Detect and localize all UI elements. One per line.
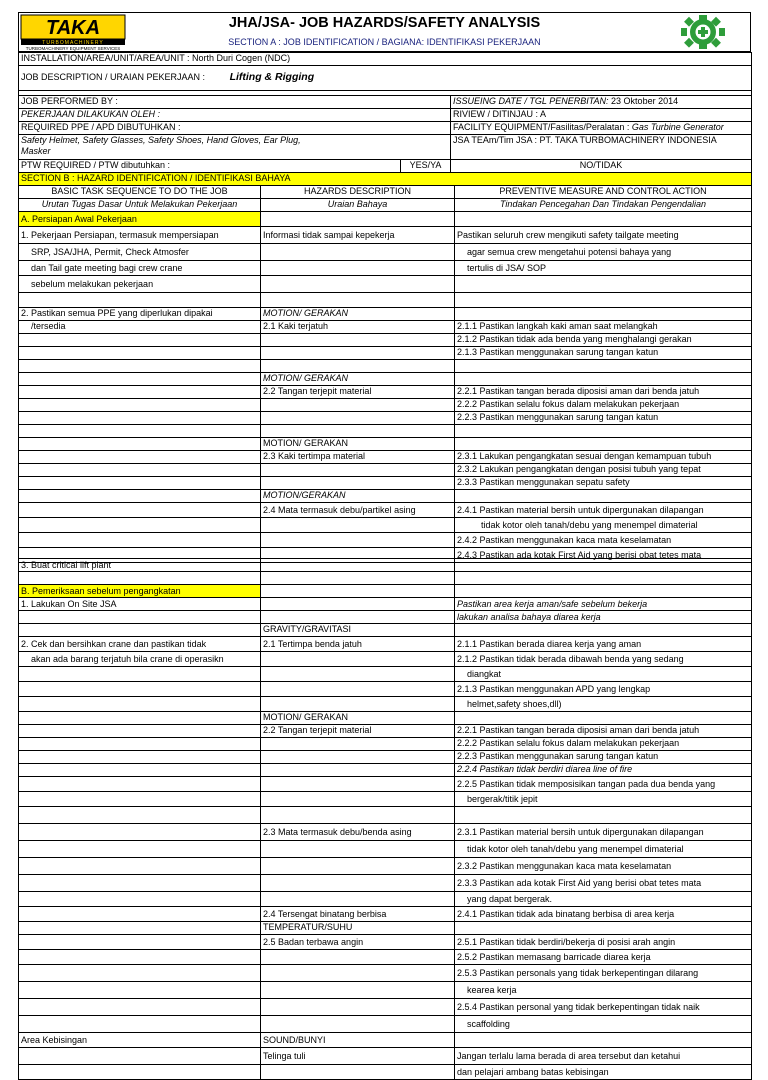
control-cell — [455, 624, 752, 637]
task-cell — [19, 624, 261, 637]
svg-text:TAKA: TAKA — [45, 17, 101, 39]
control-cell: 2.2.2 Pastikan selalu fokus dalam melakukan pekerjaan — [455, 399, 752, 412]
hazard-cell — [261, 738, 455, 751]
hazard-cell — [261, 751, 455, 764]
col-control-header-id: Tindakan Pencegahan Dan Tindakan Pengendalian — [455, 199, 752, 212]
hazard-cell: 2.1 Kaki terjatuh — [261, 321, 455, 334]
table-row — [19, 1016, 752, 1033]
table-row — [19, 792, 752, 807]
task-cell — [19, 611, 261, 624]
col-task-header-id: Urutan Tugas Dasar Untuk Melakukan Pekerjaan — [19, 199, 261, 212]
hazard-cell — [261, 777, 455, 792]
task-cell — [19, 712, 261, 725]
col-task-header: BASIC TASK SEQUENCE TO DO THE JOB — [19, 186, 261, 199]
task-cell: /tersedia — [19, 321, 261, 334]
control-cell — [455, 212, 752, 227]
control-cell: bergerak/titik jepit — [455, 792, 752, 807]
control-cell: 2.1.2 Pastikan tidak ada benda yang menghalangi gerakan — [455, 334, 752, 347]
hazard-cell: 2.5 Badan terbawa angin — [261, 935, 455, 950]
task-cell — [19, 438, 261, 451]
table-row — [19, 807, 752, 824]
task-cell — [19, 386, 261, 399]
control-cell — [455, 922, 752, 935]
control-cell: 2.1.2 Pastikan tidak berada dibawah benda yang sedang — [455, 652, 752, 667]
ptw-label: PTW REQUIRED / PTW dibutuhkan : — [19, 160, 401, 173]
hazard-cell — [261, 360, 455, 373]
hazard-cell: Informasi tidak sampai kepekerja — [261, 227, 455, 244]
control-cell — [455, 293, 752, 308]
control-cell: 2.3.2 Pastikan menggunakan kaca mata keselamatan — [455, 858, 752, 875]
hazard-cell — [261, 652, 455, 667]
task-cell: akan ada barang terjatuh bila crane di operasikn — [19, 652, 261, 667]
table-row — [19, 518, 752, 533]
hazard-cell — [261, 464, 455, 477]
control-cell — [455, 585, 752, 598]
control-cell — [455, 360, 752, 373]
review-label: RIVIEW / DITINJAU : A — [451, 109, 752, 122]
task-cell: 1. Pekerjaan Persiapan, termasuk mempersiapan — [19, 227, 261, 244]
control-cell: 2.3.2 Lakukan pengangkatan dengan posisi tubuh yang tepat — [455, 464, 752, 477]
section-a-title: SECTION A : JOB IDENTIFICATION / BAGIANA: IDENTIFIKASI PEKERJAAN — [228, 37, 541, 47]
task-cell — [19, 892, 261, 907]
table-row — [19, 334, 752, 347]
control-cell: 2.3.3 Pastikan ada kotak First Aid yang berisi obat tetes mata — [455, 875, 752, 892]
task-cell: sebelum melakukan pekerjaan — [19, 276, 261, 293]
table-row — [19, 212, 752, 227]
control-cell: 2.1.1 Pastikan berada diarea kerja yang aman — [455, 637, 752, 652]
control-cell — [455, 572, 752, 585]
table-row — [19, 637, 752, 652]
table-row — [19, 1033, 752, 1048]
hazard-cell — [261, 477, 455, 490]
task-cell — [19, 293, 261, 308]
safety-gear-icon — [669, 15, 737, 49]
task-cell: SRP, JSA/JHA, Permit, Check Atmosfer — [19, 244, 261, 261]
control-cell: 2.3.3 Pastikan menggunakan sepatu safety — [455, 477, 752, 490]
control-cell: 2.5.4 Pastikan personal yang tidak berkepentingan tidak naik — [455, 999, 752, 1016]
svg-text:TURBOMACHINERY EQUIPMENT SERVI: TURBOMACHINERY EQUIPMENT SERVICES — [25, 46, 121, 51]
document-title: JHA/JSA- JOB HAZARDS/SAFETY ANALYSIS — [228, 15, 541, 31]
col-hazard-header-id: Uraian Bahaya — [261, 199, 455, 212]
task-cell — [19, 1048, 261, 1065]
table-row — [19, 572, 752, 585]
hazard-cell: 2.4 Mata termasuk debu/partikel asing — [261, 503, 455, 518]
hazard-cell — [261, 261, 455, 276]
table-row — [19, 965, 752, 982]
table-row — [19, 412, 752, 425]
hazard-cell — [261, 611, 455, 624]
task-cell — [19, 875, 261, 892]
table-row — [19, 824, 752, 841]
col-hazard-header: HAZARDS DESCRIPTION — [261, 186, 455, 199]
task-cell — [19, 824, 261, 841]
table-row — [19, 347, 752, 360]
table-row — [19, 276, 752, 293]
table-row — [19, 425, 752, 438]
control-cell: 2.2.5 Pastikan tidak memposisikan tangan pada dua benda yang — [455, 777, 752, 792]
control-cell: 2.4.3 Pastikan ada kotak First Aid yang berisi obat tetes mata — [455, 548, 752, 563]
hazard-cell: 2.1 Tertimpa benda jatuh — [261, 637, 455, 652]
hazard-cell: 2.2 Tangan terjepit material — [261, 386, 455, 399]
table-row — [19, 892, 752, 907]
ppe-value: Safety Helmet, Safety Glasses, Safety Shoes, Hand Gloves, Ear Plug, Masker — [19, 135, 451, 160]
hazard-cell: 2.2 Tangan terjepit material — [261, 725, 455, 738]
task-cell — [19, 682, 261, 697]
performed-by-id-label: PEKERJAAN DILAKUKAN OLEH : — [19, 109, 451, 122]
task-cell — [19, 922, 261, 935]
table-row — [19, 451, 752, 464]
table-row — [19, 697, 752, 712]
table-row — [19, 503, 752, 518]
hazard-cell — [261, 585, 455, 598]
hazard-cell: GRAVITY/GRAVITASI — [261, 624, 455, 637]
task-cell — [19, 425, 261, 438]
table-row — [19, 438, 752, 451]
hazard-cell: Telinga tuli — [261, 1048, 455, 1065]
task-cell: A. Persiapan Awal Pekerjaan — [19, 212, 261, 227]
table-row — [19, 777, 752, 792]
control-cell: 2.2.1 Pastikan tangan berada diposisi aman dari benda jatuh — [455, 386, 752, 399]
task-cell — [19, 477, 261, 490]
hazard-cell — [261, 1016, 455, 1033]
control-cell — [455, 712, 752, 725]
table-row — [19, 244, 752, 261]
task-cell — [19, 935, 261, 950]
task-cell — [19, 490, 261, 503]
hazard-cell — [261, 682, 455, 697]
table-row — [19, 464, 752, 477]
hazard-cell: MOTION/ GERAKAN — [261, 712, 455, 725]
hazard-cell — [261, 293, 455, 308]
hazard-cell — [261, 858, 455, 875]
hazard-cell — [261, 412, 455, 425]
control-cell — [455, 276, 752, 293]
hazard-cell — [261, 841, 455, 858]
task-cell — [19, 697, 261, 712]
task-cell — [19, 725, 261, 738]
hazard-cell — [261, 875, 455, 892]
task-cell — [19, 347, 261, 360]
table-row — [19, 227, 752, 244]
hazard-cell — [261, 965, 455, 982]
control-cell: 2.1.3 Pastikan menggunakan sarung tangan katun — [455, 347, 752, 360]
control-cell: 2.4.1 Pastikan tidak ada binatang berbisa di area kerja — [455, 907, 752, 922]
hazard-cell — [261, 792, 455, 807]
ppe-label: REQUIRED PPE / APD DIBUTUHKAN : — [19, 122, 451, 135]
table-row — [19, 751, 752, 764]
control-cell: 2.3.1 Pastikan material bersih untuk dipergunakan dilapangan — [455, 824, 752, 841]
hazard-cell — [261, 598, 455, 611]
hazard-cell — [261, 982, 455, 999]
control-cell: tidak kotor oleh tanah/debu yang menempel dimaterial — [455, 841, 752, 858]
ptw-no: NO/TIDAK — [451, 160, 752, 173]
task-cell — [19, 841, 261, 858]
task-cell — [19, 858, 261, 875]
task-cell — [19, 792, 261, 807]
task-cell: Area Kebisingan — [19, 1033, 261, 1048]
table-row — [19, 624, 752, 637]
hazard-cell — [261, 399, 455, 412]
control-cell: Pastikan seluruh crew mengikuti safety tailgate meeting — [455, 227, 752, 244]
hazard-cell — [261, 667, 455, 682]
job-description-row: JOB DESCRIPTION / URAIAN PEKERJAAN : Lifting & Rigging — [19, 66, 752, 91]
table-row — [19, 399, 752, 412]
table-row — [19, 611, 752, 624]
control-cell: agar semua crew mengetahui potensi bahaya yang — [455, 244, 752, 261]
hazard-cell: MOTION/ GERAKAN — [261, 438, 455, 451]
table-row — [19, 477, 752, 490]
task-cell — [19, 999, 261, 1016]
task-cell — [19, 533, 261, 548]
installation-row: INSTALLATION/AREA/UNIT/AREA/UNIT : North Duri Cogen (NDC) — [19, 53, 752, 66]
table-row — [19, 585, 752, 598]
task-cell — [19, 412, 261, 425]
control-cell: 2.2.3 Pastikan menggunakan sarung tangan katun — [455, 751, 752, 764]
task-cell: 2. Pastikan semua PPE yang diperlukan dipakai — [19, 308, 261, 321]
table-row — [19, 950, 752, 965]
task-cell — [19, 1016, 261, 1033]
control-cell — [455, 425, 752, 438]
task-cell — [19, 907, 261, 922]
control-cell — [455, 559, 752, 572]
table-row — [19, 858, 752, 875]
task-cell — [19, 751, 261, 764]
table-row — [19, 999, 752, 1016]
task-cell: 2. Cek dan bersihkan crane dan pastikan tidak — [19, 637, 261, 652]
hazard-cell: 2.3 Mata termasuk debu/benda asing — [261, 824, 455, 841]
task-cell — [19, 399, 261, 412]
hazard-cell — [261, 244, 455, 261]
task-cell — [19, 360, 261, 373]
control-cell: 2.1.1 Pastikan langkah kaki aman saat melangkah — [455, 321, 752, 334]
task-cell — [19, 464, 261, 477]
task-cell — [19, 982, 261, 999]
task-cell — [19, 965, 261, 982]
hazard-table-2 — [18, 558, 752, 1080]
control-cell: helmet,safety shoes,dll) — [455, 697, 752, 712]
table-row — [19, 725, 752, 738]
table-row — [19, 982, 752, 999]
hazard-cell — [261, 697, 455, 712]
section-b-title: SECTION B : HAZARD IDENTIFICATION / IDENTIFIKASI BAHAYA — [19, 173, 752, 186]
control-cell — [455, 308, 752, 321]
table-row — [19, 598, 752, 611]
table-row — [19, 712, 752, 725]
hazard-cell — [261, 892, 455, 907]
task-cell — [19, 518, 261, 533]
table-row — [19, 667, 752, 682]
task-cell: 3. Buat critical lift plant — [19, 559, 261, 572]
control-cell: 2.2.1 Pastikan tangan berada diposisi aman dari benda jatuh — [455, 725, 752, 738]
hazard-cell — [261, 559, 455, 572]
hazard-cell: TEMPERATUR/SUHU — [261, 922, 455, 935]
control-cell: tertulis di JSA/ SOP — [455, 261, 752, 276]
task-cell — [19, 572, 261, 585]
hazard-cell: MOTION/ GERAKAN — [261, 308, 455, 321]
control-cell: scaffolding — [455, 1016, 752, 1033]
hazard-cell — [261, 1065, 455, 1080]
document-header — [18, 12, 751, 52]
table-row — [19, 261, 752, 276]
hazard-cell — [261, 347, 455, 360]
hazard-cell: MOTION/GERAKAN — [261, 490, 455, 503]
control-cell — [455, 438, 752, 451]
control-cell: kearea kerja — [455, 982, 752, 999]
hazard-cell: 2.3 Kaki tertimpa material — [261, 451, 455, 464]
control-cell: 2.2.3 Pastikan menggunakan sarung tangan katun — [455, 412, 752, 425]
jsa-team: JSA TEAm/Tim JSA : PT. TAKA TURBOMACHINERY INDONESIA — [451, 135, 752, 160]
hazard-cell — [261, 999, 455, 1016]
table-row — [19, 1048, 752, 1065]
table-row — [19, 935, 752, 950]
control-cell: diangkat — [455, 667, 752, 682]
control-cell: 2.2.2 Pastikan selalu fokus dalam melakukan pekerjaan — [455, 738, 752, 751]
control-cell: 2.3.1 Lakukan pengangkatan sesuai dengan kemampuan tubuh — [455, 451, 752, 464]
control-cell: 2.2.4 Pastikan tidak berdiri diarea line of fire — [455, 764, 752, 777]
table-row — [19, 1065, 752, 1080]
task-cell — [19, 764, 261, 777]
hazard-cell — [261, 533, 455, 548]
control-cell: 2.4.2 Pastikan menggunakan kaca mata keselamatan — [455, 533, 752, 548]
hazard-cell — [261, 212, 455, 227]
control-cell — [455, 490, 752, 503]
col-control-header: PREVENTIVE MEASURE AND CONTROL ACTION — [455, 186, 752, 199]
control-cell — [455, 807, 752, 824]
control-cell: tidak kotor oleh tanah/debu yang menempel dimaterial — [455, 518, 752, 533]
table-row — [19, 373, 752, 386]
table-row — [19, 533, 752, 548]
control-cell — [455, 373, 752, 386]
table-row — [19, 386, 752, 399]
hazard-cell: SOUND/BUNYI — [261, 1033, 455, 1048]
control-cell — [455, 1033, 752, 1048]
table-row — [19, 559, 752, 572]
hazard-cell — [261, 334, 455, 347]
hazard-cell: MOTION/ GERAKAN — [261, 373, 455, 386]
hazard-cell — [261, 950, 455, 965]
task-cell — [19, 451, 261, 464]
hazard-cell — [261, 572, 455, 585]
table-row — [19, 308, 752, 321]
control-cell: 2.5.3 Pastikan personals yang tidak berkepentingan dilarang — [455, 965, 752, 982]
ptw-yes: YES/YA — [401, 160, 451, 173]
facility-equipment: FACILITY EQUIPMENT/Fasilitas/Peralatan : Gas Turbine Generator — [451, 122, 752, 135]
task-cell — [19, 1065, 261, 1080]
task-cell — [19, 777, 261, 792]
control-cell: Pastikan area kerja aman/safe sebelum bekerja — [455, 598, 752, 611]
hazard-cell — [261, 518, 455, 533]
svg-text:TURBOMACHINERY: TURBOMACHINERY — [42, 40, 104, 46]
control-cell: 2.1.3 Pastikan menggunakan APD yang lengkap — [455, 682, 752, 697]
hazard-table-1 — [18, 172, 752, 563]
table-row — [19, 321, 752, 334]
performed-by-label: JOB PERFORMED BY : — [19, 96, 451, 109]
task-cell — [19, 503, 261, 518]
table-row — [19, 682, 752, 697]
control-cell: lakukan analisa bahaya diarea kerja — [455, 611, 752, 624]
task-cell — [19, 807, 261, 824]
task-cell — [19, 667, 261, 682]
task-cell: 1. Lakukan On Site JSA — [19, 598, 261, 611]
control-cell: 2.4.1 Pastikan material bersih untuk dipergunakan dilapangan — [455, 503, 752, 518]
task-cell — [19, 950, 261, 965]
task-cell: B. Pemeriksaan sebelum pengangkatan — [19, 585, 261, 598]
control-cell: dan pelajari ambang batas kebisingan — [455, 1065, 752, 1080]
table-row — [19, 360, 752, 373]
table-row — [19, 922, 752, 935]
job-info-table — [18, 52, 752, 173]
hazard-cell — [261, 276, 455, 293]
table-row — [19, 907, 752, 922]
table-row — [19, 875, 752, 892]
table-row — [19, 652, 752, 667]
control-cell: 2.5.1 Pastikan tidak berdiri/bekerja di posisi arah angin — [455, 935, 752, 950]
control-cell: Jangan terlalu lama berada di area tersebut dan ketahui — [455, 1048, 752, 1065]
hazard-cell — [261, 425, 455, 438]
hazard-cell: 2.4 Tersengat binatang berbisa — [261, 907, 455, 922]
control-cell: yang dapat bergerak. — [455, 892, 752, 907]
table-row — [19, 738, 752, 751]
hazard-cell — [261, 807, 455, 824]
control-cell: 2.5.2 Pastikan memasang barricade diarea kerja — [455, 950, 752, 965]
task-cell — [19, 373, 261, 386]
table-row — [19, 490, 752, 503]
issue-date: ISSUEING DATE / TGL PENERBITAN: 23 Oktober 2014 — [451, 96, 752, 109]
task-cell: dan Tail gate meeting bagi crew crane — [19, 261, 261, 276]
hazard-cell — [261, 764, 455, 777]
table-row — [19, 293, 752, 308]
task-cell — [19, 738, 261, 751]
table-row — [19, 841, 752, 858]
table-row — [19, 764, 752, 777]
task-cell — [19, 334, 261, 347]
